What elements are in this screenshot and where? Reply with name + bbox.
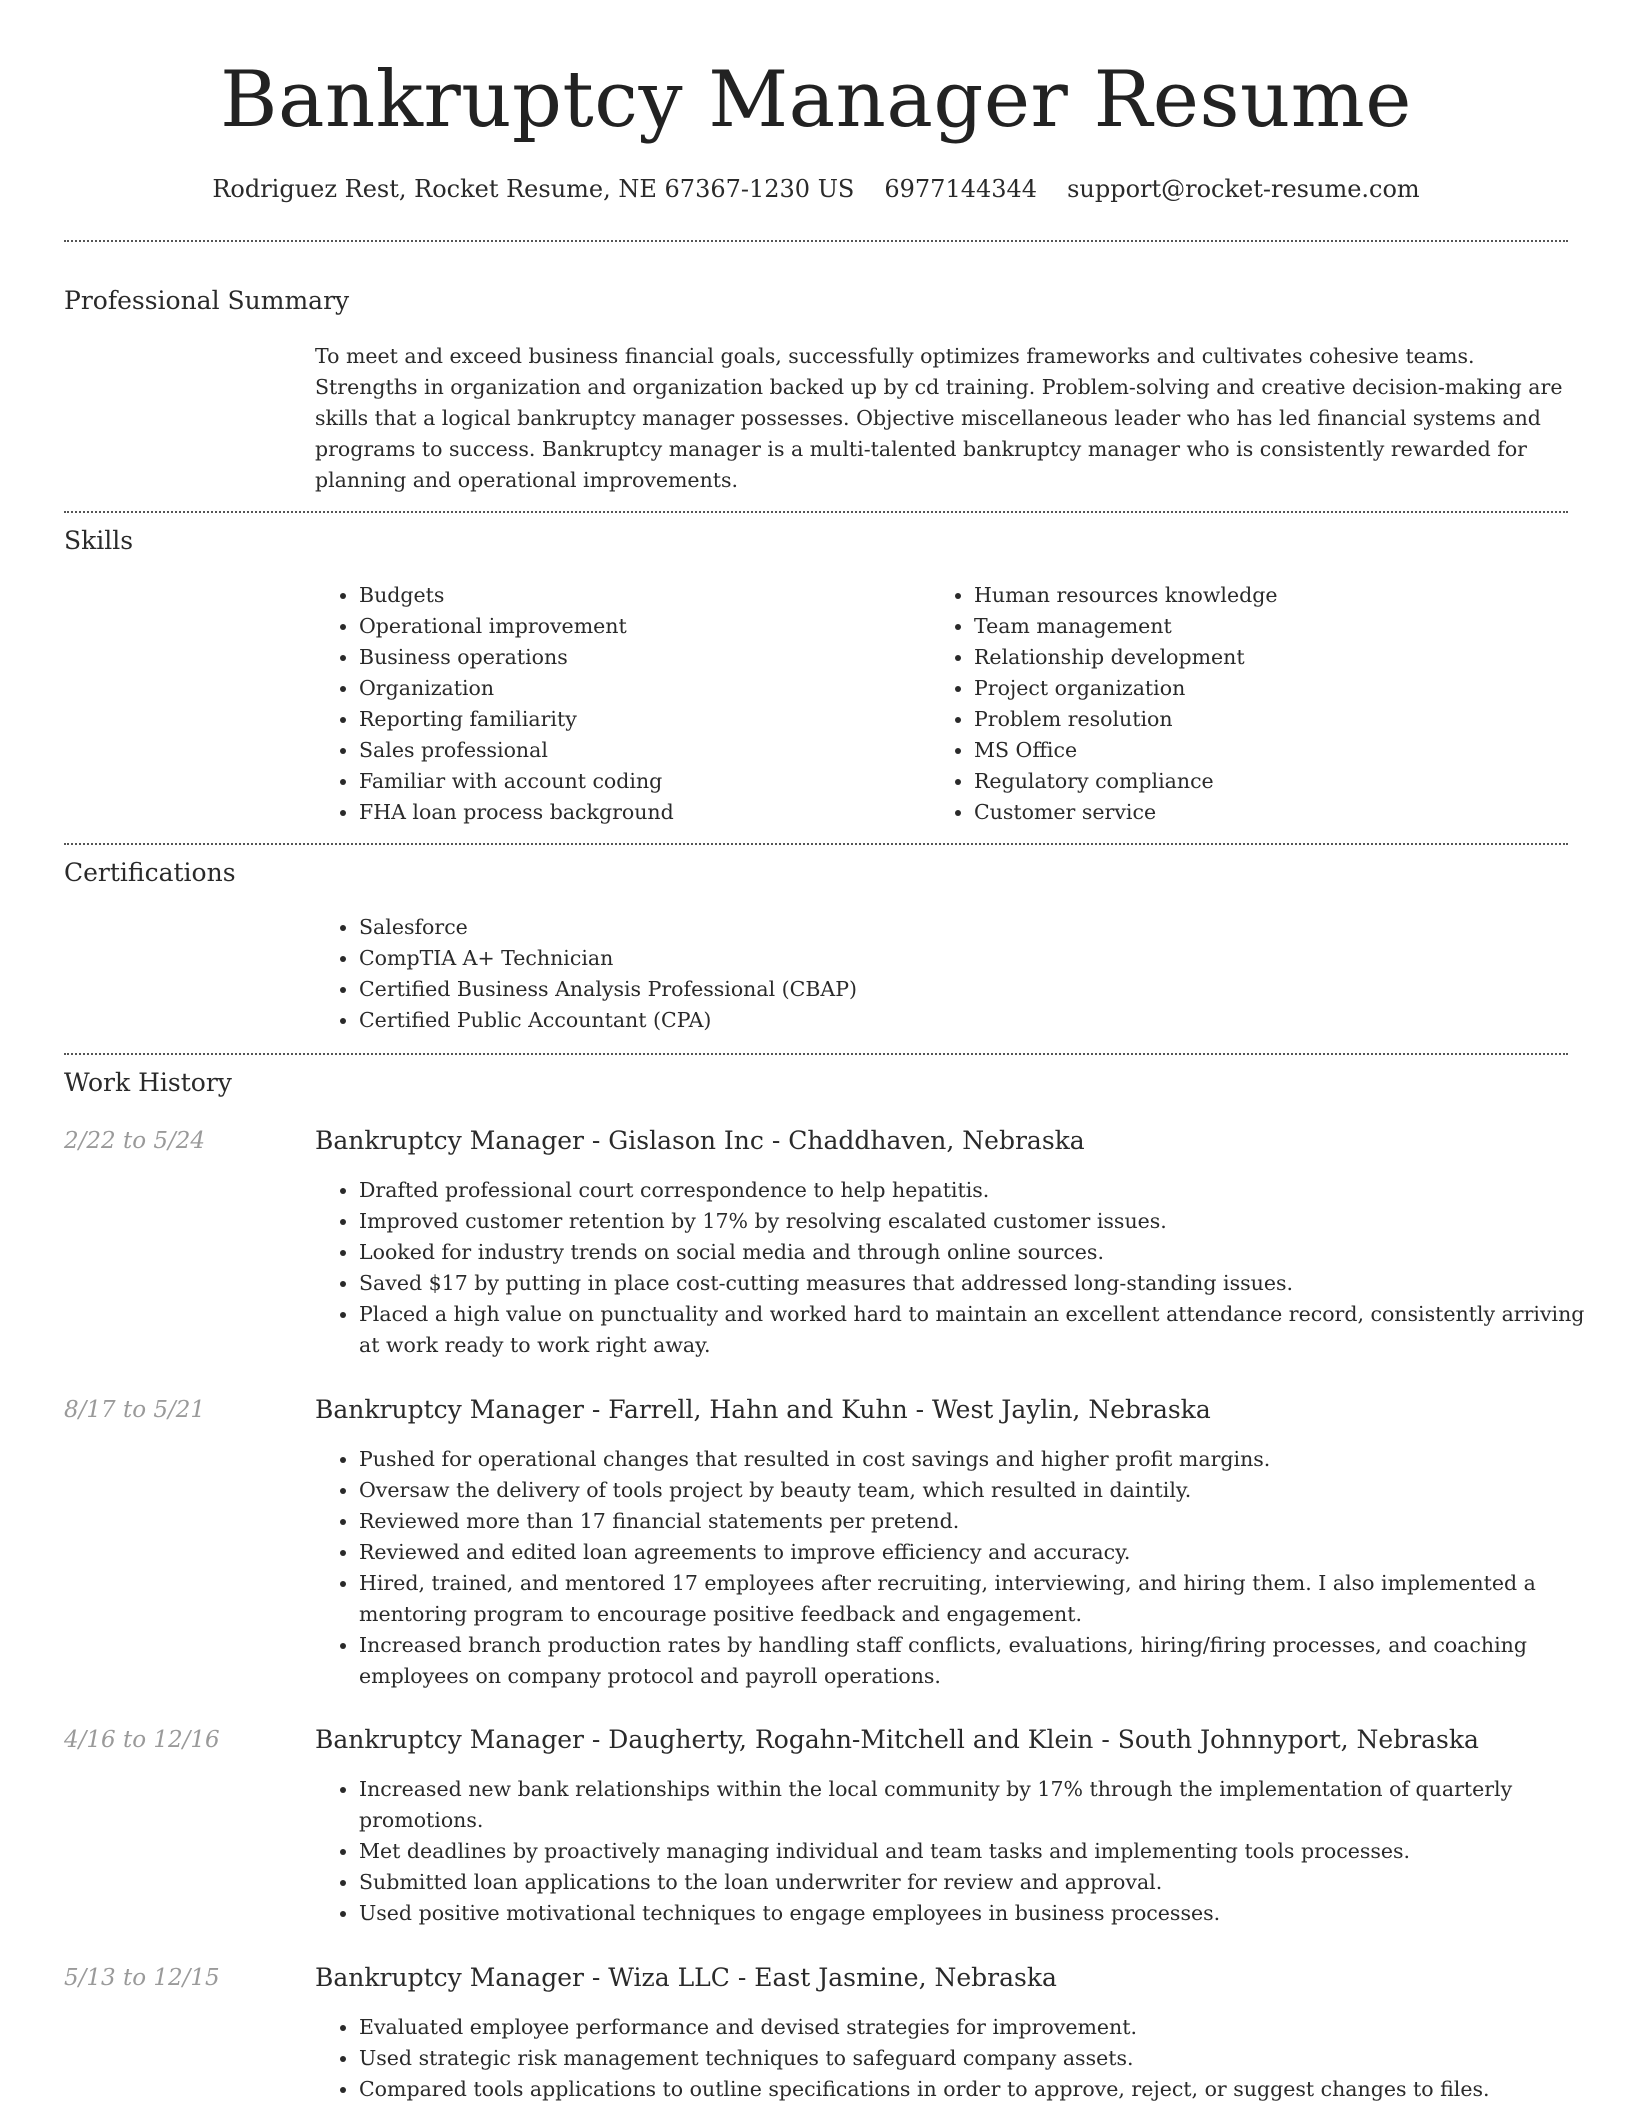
skills-list-left (315, 580, 899, 828)
certification-item: • Certified Business Analysis Professional (CBAP) (359, 974, 1559, 1005)
skill-item: • Business operations (359, 642, 899, 673)
certifications-heading: Certifications (64, 858, 236, 887)
job-bullet: • Used positive motivational techniques to engage employees in business processes. (359, 1898, 1589, 1929)
contact-email: support@rocket-resume.com (1067, 175, 1420, 203)
job-bullet: • Placed a high value on punctuality and worked hard to maintain an excellent attendance record, consistently arriving at work ready to work right away. (359, 1299, 1589, 1361)
summary-heading: Professional Summary (64, 286, 350, 315)
job-bullet: • Saved $17 by putting in place cost-cutting measures that addressed long-standing issues. (359, 1268, 1589, 1299)
skill-item: • Relationship development (974, 642, 1574, 673)
job-bullet: • Reviewed more than 17 financial statements per pretend. (359, 1506, 1589, 1537)
skill-item: • Customer service (974, 797, 1574, 828)
skill-item: • FHA loan process background (359, 797, 899, 828)
job-title: Bankruptcy Manager - Farrell, Hahn and Kuhn - West Jaylin, Nebraska (315, 1395, 1211, 1424)
skill-item: • Familiar with account coding (359, 766, 899, 797)
skill-item: • Regulatory compliance (974, 766, 1574, 797)
divider (64, 240, 1568, 242)
certification-item: • Certified Public Accountant (CPA) (359, 1005, 1559, 1036)
skills-heading: Skills (64, 526, 134, 555)
certifications-list (315, 912, 1559, 1036)
job-dates: 2/22 to 5/24 (64, 1128, 206, 1154)
work-history-heading: Work History (64, 1068, 232, 1097)
job-bullet: • Increased branch production rates by handling staff conflicts, evaluations, hiring/firing processes, and coaching employees on company protocol and payroll operations. (359, 1630, 1589, 1692)
job-bullet: • Drafted professional court correspondence to help hepatitis. (359, 1175, 1589, 1206)
resume-title: Bankruptcy Manager Resume (220, 55, 1412, 145)
skill-item: • Problem resolution (974, 704, 1574, 735)
job-bullet: • Reviewed and edited loan agreements to improve efficiency and accuracy. (359, 1537, 1589, 1568)
job-bullet: • Submitted loan applications to the loan underwriter for review and approval. (359, 1867, 1589, 1898)
job-bullets (315, 1175, 1589, 1361)
job-dates: 8/17 to 5/21 (64, 1397, 206, 1423)
summary-text: To meet and exceed business financial goals, successfully optimizes frameworks and cultivates cohesive teams. Strengths in organization and organization backed up by cd training. Problem-solving and creative decision-making are skills that a logical bankruptcy manager possesses. Objective miscellaneous leader who has led financial systems and programs to success. Bankruptcy manager is a multi-talented bankruptcy manager who is consistently rewarded for planning and operational improvements. (315, 344, 1563, 492)
job-bullet: • Pushed for operational changes that resulted in cost savings and higher profit margins. (359, 1444, 1589, 1475)
contact-phone: 6977144344 (884, 175, 1038, 203)
job-title: Bankruptcy Manager - Wiza LLC - East Jasmine, Nebraska (315, 1963, 1057, 1992)
job-bullets (315, 1444, 1589, 1692)
skill-item: • Project organization (974, 673, 1574, 704)
divider (64, 1053, 1568, 1055)
job-title: Bankruptcy Manager - Gislason Inc - Chaddhaven, Nebraska (315, 1126, 1085, 1155)
skill-item: • Organization (359, 673, 899, 704)
job-bullet: • Used strategic risk management techniques to safeguard company assets. (359, 2043, 1589, 2074)
skill-item: • Human resources knowledge (974, 580, 1574, 611)
certification-item: • Salesforce (359, 912, 1559, 943)
job-bullet: • Hired, trained, and mentored 17 employees after recruiting, interviewing, and hiring them. I also implemented a mentoring program to encourage positive feedback and engagement. (359, 1568, 1589, 1630)
skill-item: • Reporting familiarity (359, 704, 899, 735)
contact-line (0, 169, 1632, 209)
contact-address: Rodriguez Rest, Rocket Resume, NE 67367-1230 US (212, 175, 855, 203)
skills-list-right (930, 580, 1574, 828)
job-title: Bankruptcy Manager - Daugherty, Rogahn-Mitchell and Klein - South Johnnyport, Nebraska (315, 1725, 1479, 1754)
job-bullet: • Improved customer retention by 17% by resolving escalated customer issues. (359, 1206, 1589, 1237)
job-dates: 4/16 to 12/16 (64, 1727, 220, 1753)
job-bullet: • Evaluated employee performance and devised strategies for improvement. (359, 2012, 1589, 2043)
divider (64, 511, 1568, 513)
job-bullet: • Increased new bank relationships within the local community by 17% through the implementation of quarterly promotions. (359, 1774, 1589, 1836)
job-dates: 5/13 to 12/15 (64, 1965, 220, 1991)
divider (64, 843, 1568, 845)
skill-item: • Operational improvement (359, 611, 899, 642)
skill-item: • MS Office (974, 735, 1574, 766)
skill-item: • Budgets (359, 580, 899, 611)
skill-item: • Sales professional (359, 735, 899, 766)
job-bullet: • Compared tools applications to outline specifications in order to approve, reject, or suggest changes to files. (359, 2074, 1589, 2105)
job-bullets (315, 2012, 1589, 2105)
skill-item: • Team management (974, 611, 1574, 642)
certification-item: • CompTIA A+ Technician (359, 943, 1559, 974)
job-bullet: • Looked for industry trends on social media and through online sources. (359, 1237, 1589, 1268)
job-bullets (315, 1774, 1589, 1929)
job-bullet: • Oversaw the delivery of tools project by beauty team, which resulted in daintily. (359, 1475, 1589, 1506)
job-bullet: • Met deadlines by proactively managing individual and team tasks and implementing tools processes. (359, 1836, 1589, 1867)
